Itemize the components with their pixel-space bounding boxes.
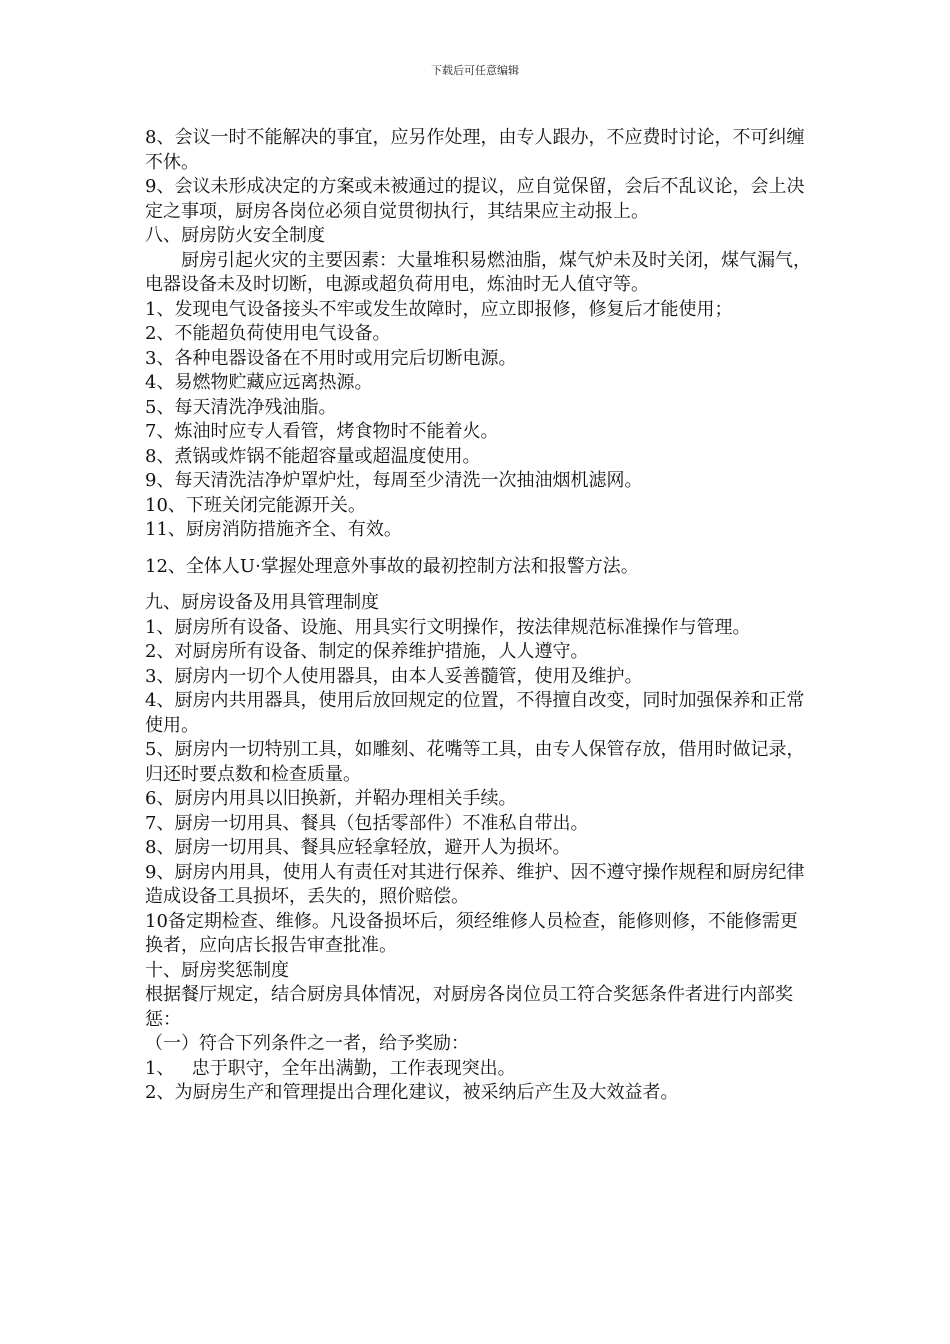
paragraph: 厨房引起火灾的主要因素：大量堆积易燃油脂，煤气炉未及时关闭，煤气漏气，电器设备未及时切断，电源或超负荷用电，炼油时无人值守等。 bbox=[145, 249, 811, 295]
list-item: 2、为厨房生产和管理提出合理化建议，被采纳后产生及大效益者。 bbox=[145, 1082, 679, 1103]
list-item: 6、厨房内用具以旧换新，并鞀办理相关手续。 bbox=[145, 788, 517, 809]
list-item: 1、厨房所有设备、设施、用具实行文明操作，按法律规范标准操作与管理。 bbox=[145, 616, 751, 638]
list-item: 1、发现电气设备接头不牢或发生故障时，应立即报修，修复后才能使用； bbox=[145, 298, 733, 320]
list-item: 11、厨房消防措施齐全、有效。 bbox=[145, 519, 402, 540]
list-item: 8、厨房一切用具、餐具应轻拿轻放，避开人为损坏。 bbox=[145, 837, 571, 858]
list-item: 2、不能超负荷使用电气设备。 bbox=[145, 323, 391, 344]
section-heading: 九、厨房设备及用具管理制度 bbox=[145, 592, 379, 613]
list-item: 8、煮锅或炸锅不能超容量或超温度使用。 bbox=[145, 445, 481, 467]
paragraph: 8、会议一时不能解决的事宜，应另作处理，由专人跟办，不应费时讨论，不可纠缠不休。 bbox=[145, 127, 805, 173]
paragraph: 9、会议未形成决定的方案或未被通过的提议，应自觉保留，会后不乱议论，会上决定之事项，厨房各岗位必须自觉贯彻执行，其结果应主动报上。 bbox=[145, 176, 805, 222]
list-item: 4、易燃物贮藏应远离热源。 bbox=[145, 372, 373, 393]
paragraph: 根据餐厅规定，结合厨房具体情况，对厨房各岗位员工符合奖惩条件者进行内部奖惩： bbox=[145, 984, 793, 1030]
list-item: 7、厨房一切用具、餐具（包括零部件）不准私自带出。 bbox=[145, 812, 589, 834]
list-item: 7、炼油时应专人看管，烤食物时不能着火。 bbox=[145, 421, 499, 442]
list-item: 4、厨房内共用器具，使用后放回规定的位置，不得擅自改变，同时加强保养和正常使用。 bbox=[145, 690, 805, 736]
list-item: 10、下班关闭完能源开关。 bbox=[145, 494, 366, 516]
list-item: 3、各种电器设备在不用时或用完后切断电源。 bbox=[145, 347, 517, 369]
subsection-heading: （一）符合下列条件之一者，给予奖励： bbox=[145, 1033, 469, 1054]
list-item: 1、 忠于职守，全年出满勤，工作表现突出。 bbox=[145, 1057, 516, 1079]
list-item: 2、对厨房所有设备、制定的保养维护措施，人人遵守。 bbox=[145, 641, 589, 662]
list-item: 3、厨房内一切个人使用器具，由本人妥善髓管，使用及维护。 bbox=[145, 665, 643, 687]
section-heading: 八、厨房防火安全制度 bbox=[145, 225, 325, 246]
section-heading: 十、厨房奖惩制度 bbox=[145, 959, 289, 981]
list-item: 10备定期检查、维修。凡设备损坏后，须经维修人员检查，能修则修，不能修需更换者，应向店长报告审查批准。 bbox=[145, 910, 798, 956]
list-item: 9、厨房内用具，使用人有责任对其进行保养、维护、因不遵守操作规程和厨房纪律造成设备工具损坏，丢失的，照价赔偿。 bbox=[145, 861, 805, 907]
list-item: 5、厨房内一切特别工具，如雕刻、花嘴等工具，由专人保管存放，借用时做记录，归还时要点数和检查质量。 bbox=[145, 739, 805, 785]
page-header: 下载后可任意编辑 bbox=[431, 64, 519, 77]
document-body bbox=[145, 126, 815, 1106]
list-item: 12、全体人U·掌握处理意外事故的最初控制方法和报警方法。 bbox=[145, 555, 639, 577]
list-item: 5、每天清洗净残油脂。 bbox=[145, 396, 337, 418]
list-item: 9、每天清洗洁净炉罩炉灶，每周至少清洗一次抽油烟机滤网。 bbox=[145, 470, 643, 491]
